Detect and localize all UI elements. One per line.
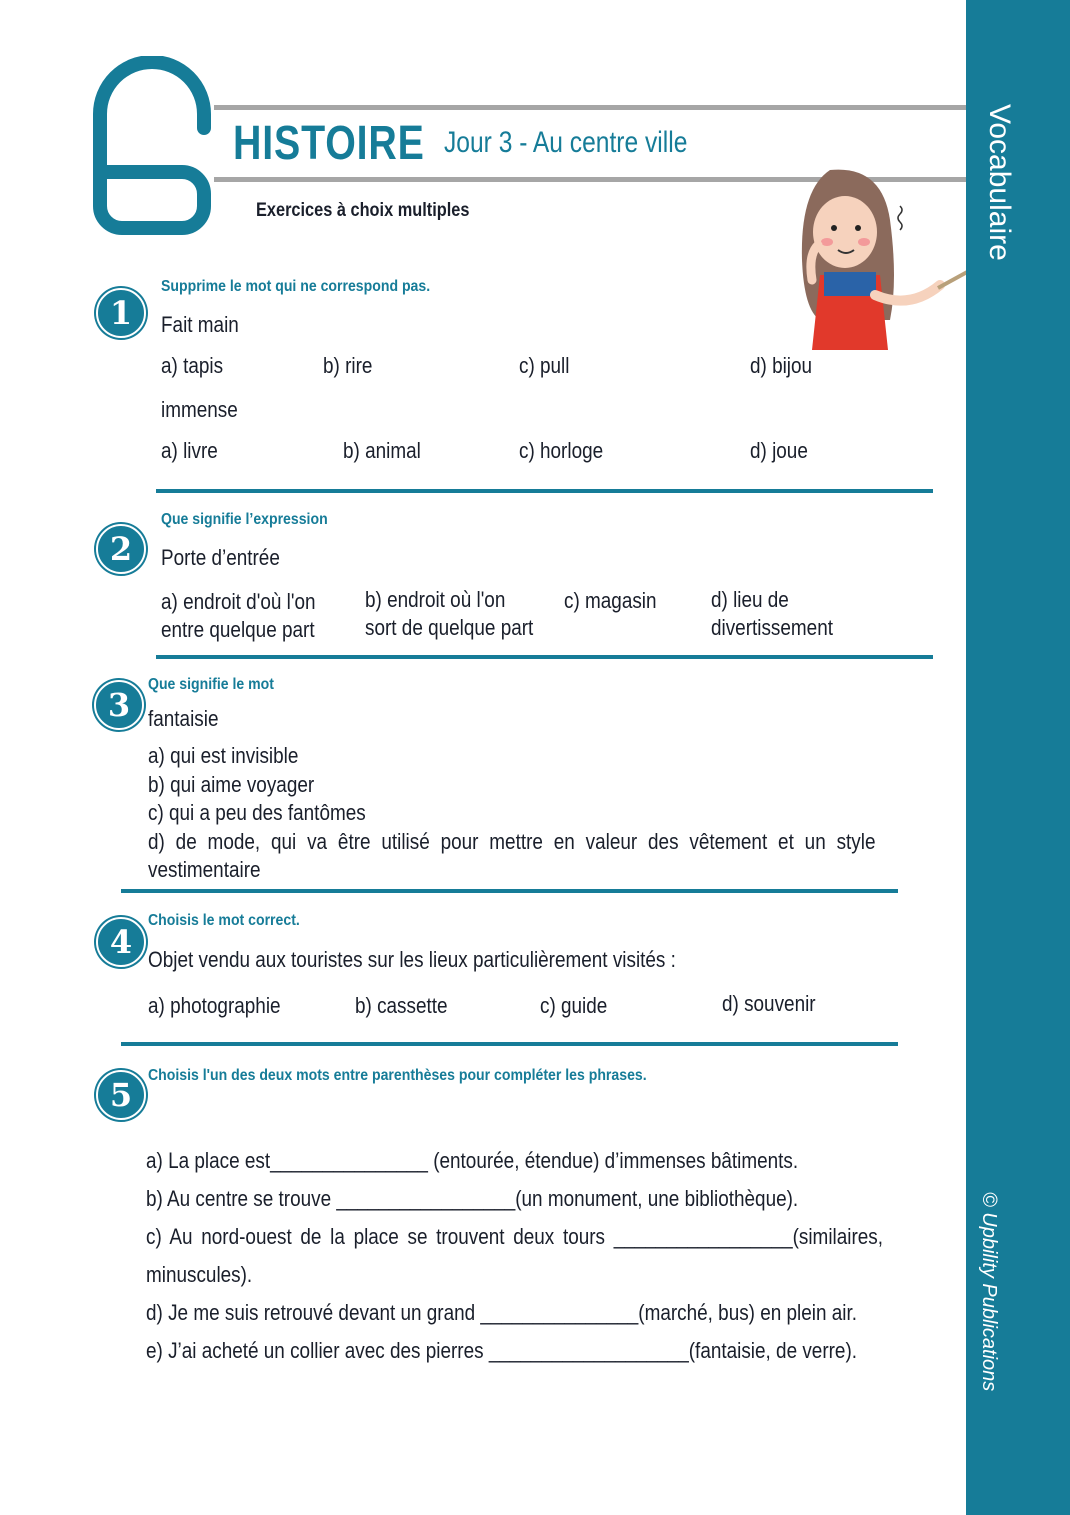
exercise-3-badge: 3: [94, 680, 144, 730]
option-line: entre quelque part: [161, 617, 315, 642]
exercise-3-word: fantaisie: [148, 706, 219, 731]
option[interactable]: d) joue: [750, 438, 808, 463]
copyright: © Upbility Publications: [978, 1192, 1000, 1392]
option-line: b) endroit où l'on: [365, 587, 506, 612]
option[interactable]: a) qui est invisible: [148, 743, 299, 768]
option[interactable]: d) bijou: [750, 353, 813, 378]
sentence[interactable]: e) J’ai acheté un collier avec des pierres ___________________(fantaisie, de verre).: [146, 1338, 858, 1363]
option[interactable]: b) rire: [323, 353, 373, 378]
chapter-logo-icon: [90, 56, 220, 241]
option-line: sort de quelque part: [365, 615, 534, 640]
header-rule-top: [214, 105, 966, 110]
exercise-2-word: Porte d’entrée: [161, 545, 280, 570]
option[interactable]: a) tapis: [161, 353, 224, 378]
option[interactable]: [711, 586, 833, 642]
divider: [121, 889, 898, 893]
exercise-4-question: Objet vendu aux touristes sur les lieux particulièrement visités :: [148, 947, 676, 972]
exercise-3-instruction: Que signifie le mot: [148, 676, 274, 693]
divider: [156, 489, 933, 493]
option[interactable]: c) guide: [540, 993, 608, 1018]
sentence-continuation: minuscules).: [146, 1262, 253, 1287]
exercise-1-word-2: immense: [161, 397, 238, 422]
option[interactable]: c) pull: [519, 353, 570, 378]
exercise-5-badge: 5: [96, 1070, 146, 1120]
exercise-2-instruction: Que signifie l’expression: [161, 511, 328, 528]
exercise-1-instruction: Supprime le mot qui ne correspond pas.: [161, 278, 431, 295]
option[interactable]: c) qui a peu des fantômes: [148, 800, 366, 825]
sidebar: [966, 0, 1070, 1515]
option[interactable]: [161, 588, 315, 644]
exercise-5-instruction: Choisis l'un des deux mots entre parenthèses pour compléter les phrases.: [148, 1067, 647, 1084]
exercise-2-badge: 2: [96, 524, 146, 574]
option-line: divertissement: [711, 615, 833, 640]
option-line: a) endroit d'où l'on: [161, 589, 316, 614]
sentence[interactable]: a) La place est_______________ (entourée, étendue) d’immenses bâtiments.: [146, 1148, 799, 1173]
exercise-4-badge: 4: [96, 917, 146, 967]
section-title: Exercices à choix multiples: [256, 200, 470, 221]
option[interactable]: a) livre: [161, 438, 218, 463]
exercise-1-badge: 1: [96, 288, 146, 338]
sentence[interactable]: d) Je me suis retrouvé devant un grand _______________(marché, bus) en plein air.: [146, 1300, 858, 1325]
girl-pointer-illustration: [790, 160, 966, 350]
divider: [121, 1042, 898, 1046]
sentence[interactable]: c) Au nord-ouest de la place se trouvent deux tours _________________(similaires,: [146, 1224, 883, 1249]
option[interactable]: b) animal: [343, 438, 421, 463]
option[interactable]: a) photographie: [148, 993, 281, 1018]
sidebar-label: Vocabulaire: [983, 104, 1016, 261]
option[interactable]: c) horloge: [519, 438, 604, 463]
option[interactable]: d) de mode, qui va être utilisé pour mettre en valeur des vêtement et un style: [148, 829, 876, 854]
option[interactable]: b) cassette: [355, 993, 448, 1018]
option-line: d) lieu de: [711, 587, 789, 612]
divider: [156, 655, 933, 659]
page-subtitle: Jour 3 - Au centre ville: [444, 126, 688, 159]
page-title: HISTOIRE: [233, 117, 425, 170]
option[interactable]: b) qui aime voyager: [148, 772, 315, 797]
option[interactable]: c) magasin: [564, 588, 657, 613]
exercise-4-instruction: Choisis le mot correct.: [148, 912, 300, 929]
option[interactable]: [365, 586, 533, 642]
exercise-1-word-1: Fait main: [161, 312, 239, 337]
sentence[interactable]: b) Au centre se trouve _________________(un monument, une bibliothèque).: [146, 1186, 799, 1211]
option[interactable]: d) souvenir: [722, 991, 816, 1016]
option-continuation: vestimentaire: [148, 857, 261, 882]
